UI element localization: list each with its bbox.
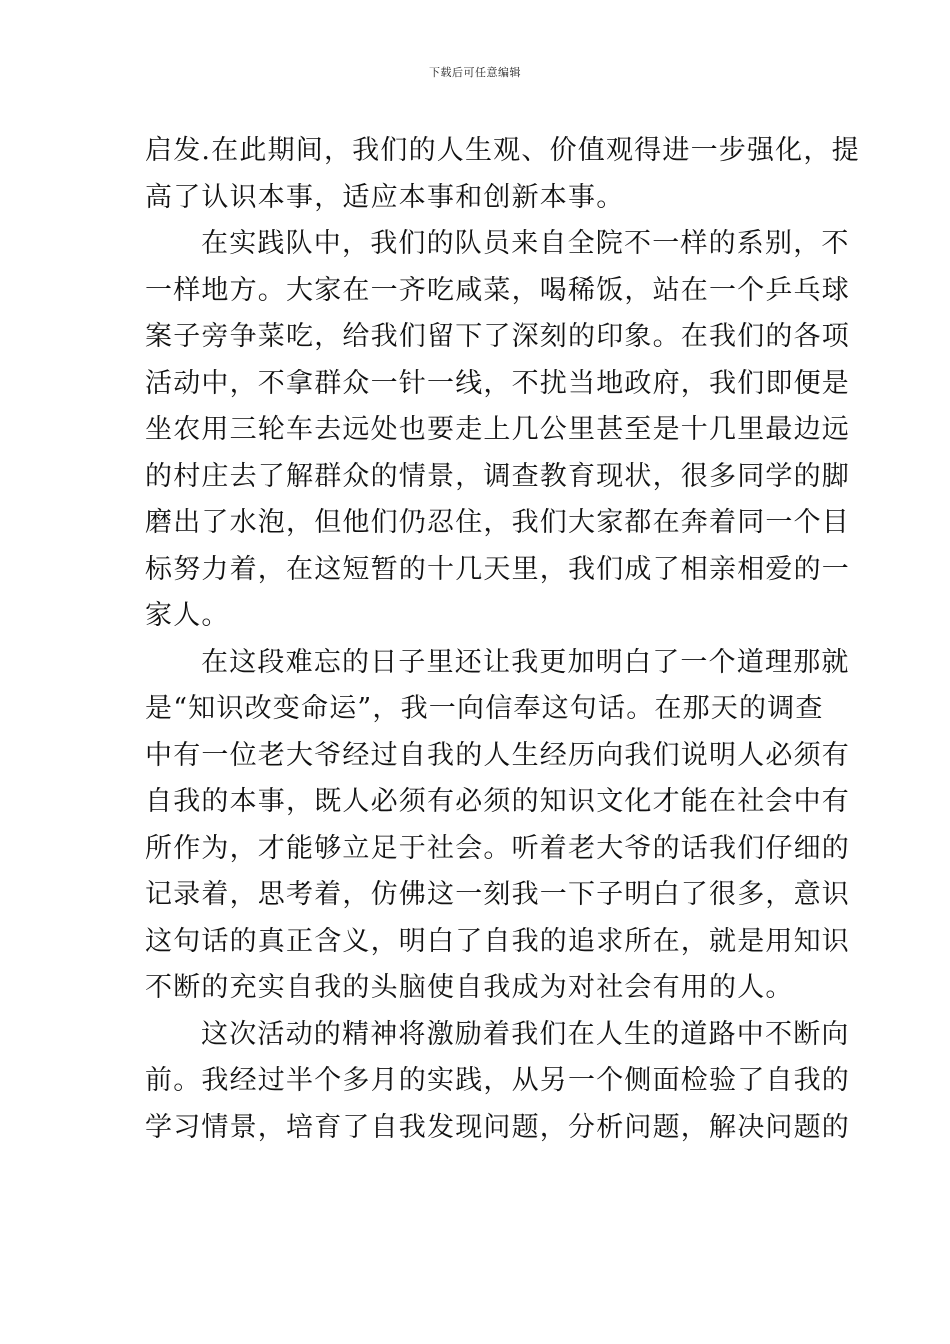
paragraph [145, 221, 850, 640]
text-line: 这句话的真正含义，明白了自我的追求所在，就是用知识 [145, 925, 850, 957]
text-line: 在这段难忘的日子里还让我更加明白了一个道理那就 [201, 646, 850, 678]
text-line: 活动中，不拿群众一针一线，不扰当地政府，我们即便是 [145, 367, 850, 399]
document-body [145, 128, 860, 1151]
text-line: 坐农用三轮车去远处也要走上几公里甚至是十几里最边远 [145, 414, 850, 445]
paragraph [145, 1012, 850, 1152]
paragraph [145, 640, 850, 1012]
text-line: 不断的充实自我的头脑使自我成为对社会有用的人。 [145, 972, 794, 1003]
text-line: 前。我经过半个多月的实践，从另一个侧面检验了自我的 [145, 1065, 850, 1096]
page-header: 下载后可任意编辑 [429, 66, 521, 79]
text-line: 是“知识改变命运”，我一向信奉这句话。在那天的调查 [145, 693, 824, 724]
text-line: 所作为，才能够立足于社会。听着老大爷的话我们仔细的 [145, 832, 850, 864]
text-line: 标努力着，在这短暂的十几天里，我们成了相亲相爱的一 [145, 553, 850, 585]
text-line: 中有一位老大爷经过自我的人生经历向我们说明人必须有 [145, 739, 850, 771]
text-line: 磨出了水泡，但他们仍忍住，我们大家都在奔着同一个目 [145, 507, 850, 538]
text-line: 在实践队中，我们的队员来自全院不一样的系别，不 [201, 228, 850, 259]
text-line: 家人。 [145, 600, 230, 631]
text-line: 记录着，思考着，仿佛这一刻我一下子明白了很多，意识 [145, 879, 850, 910]
paragraph [145, 128, 860, 221]
text-line: 一样地方。大家在一齐吃咸菜，喝稀饭，站在一个乒乓球 [145, 274, 850, 306]
text-line: 启发.在此期间，我们的人生观、价值观得进一步强化，提 [145, 135, 860, 166]
text-line: 自我的本事，既人必须有必须的知识文化才能在社会中有 [145, 786, 850, 817]
text-line: 高了认识本事，适应本事和创新本事。 [145, 181, 625, 213]
text-line: 的村庄去了解群众的情景，调查教育现状，很多同学的脚 [145, 460, 850, 492]
text-line: 案子旁争菜吃，给我们留下了深刻的印象。在我们的各项 [145, 321, 850, 352]
text-line: 学习情景，培育了自我发现问题，分析问题，解决问题的 [145, 1111, 850, 1143]
text-line: 这次活动的精神将激励着我们在人生的道路中不断向 [201, 1018, 850, 1050]
